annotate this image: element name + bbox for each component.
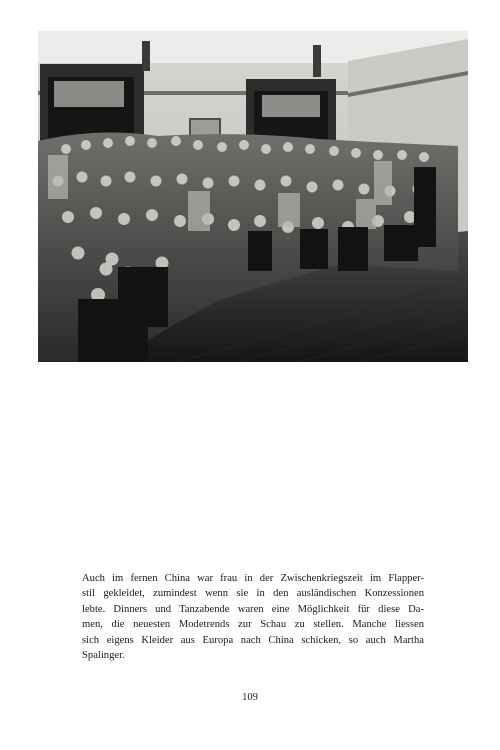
caption-line: lebte. Dinners und Tanzabende waren eine Möglichkeit für diese Da- [82,603,424,615]
page-number: 109 [242,692,258,703]
caption-line: Spalinger. [82,650,125,662]
photo-caption [82,571,424,663]
caption-line: stil gekleidet, zumindest wenn sie in den ausländischen Konzessionen [82,588,424,600]
caption-line: Auch im fernen China war frau in der Zwischenkriegszeit im Flapper- [82,573,424,584]
caption-line: men, die neuesten Modetrends zur Schau zu stellen. Manche liessen [82,619,424,631]
group-photograph [38,31,468,362]
caption-line: sich eigens Kleider aus Europa nach China schicken, so auch Martha [82,634,424,646]
ballroom-group-photo [38,31,468,362]
